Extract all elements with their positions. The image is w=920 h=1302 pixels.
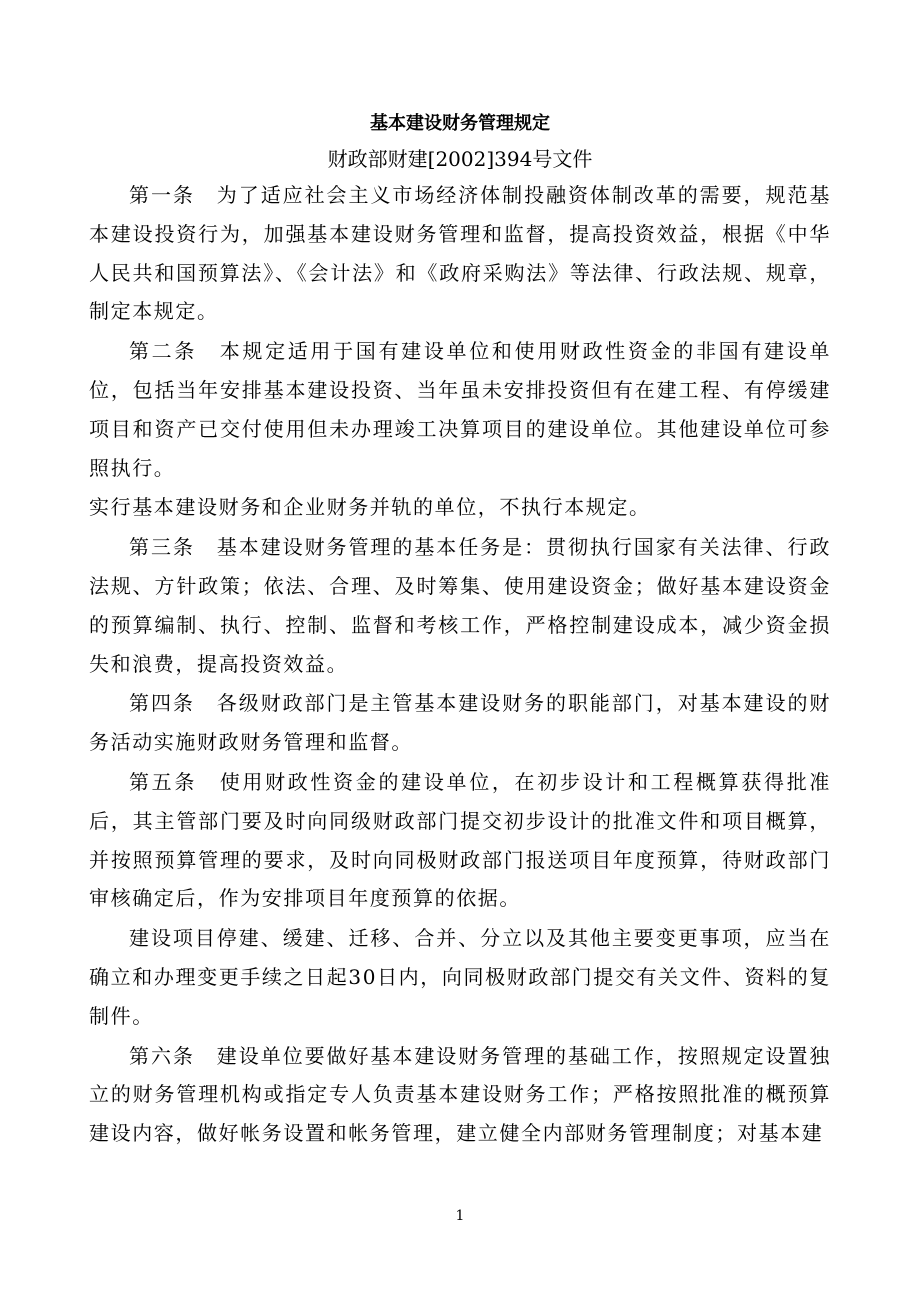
- document-subtitle: 财政部财建[2002]394号文件: [327, 147, 593, 171]
- document-title: 基本建设财务管理规定: [370, 113, 550, 134]
- page-number: 1: [455, 1208, 465, 1224]
- paragraph-article-1: 第一条 为了适应社会主义市场经济体制投融资体制改革的需要，规范基本建设投资行为，加强基本建设财务管理和监督，提高投资效益，根据《中华人民共和国预算法》、《会计法》和《政府采购法》等法律、行政法规、规章，制定本规定。: [89, 183, 831, 324]
- document-body: [89, 176, 831, 1153]
- paragraph-article-2: 第二条 本规定适用于国有建设单位和使用财政性资金的非国有建设单位，包括当年安排基本建设投资、当年虽未安排投资但有在建工程、有停缓建项目和资产已交付使用但未办理竣工决算项目的建设单位。其他建设单位可参照执行。: [89, 339, 831, 480]
- paragraph-article-3: 第三条 基本建设财务管理的基本任务是：贯彻执行国家有关法律、行政法规、方针政策；依法、合理、及时筹集、使用建设资金；做好基本建设资金的预算编制、执行、控制、监督和考核工作，严格控制建设成本，减少资金损失和浪费，提高投资效益。: [89, 535, 831, 676]
- paragraph-article-5: 第五条 使用财政性资金的建设单位，在初步设计和工程概算获得批准后，其主管部门要及时向同级财政部门提交初步设计的批准文件和项目概算，并按照预算管理的要求，及时向同极财政部门报送项目年度预算，待财政部门审核确定后，作为安排项目年度预算的依据。: [89, 769, 831, 911]
- paragraph-article-6: 第六条 建设单位要做好基本建设财务管理的基础工作，按照规定设置独立的财务管理机构或指定专人负责基本建设财务工作；严格按照批准的概预算建设内容，做好帐务设置和帐务管理，建立健全内部财务管理制度；对基本建: [89, 1043, 831, 1146]
- paragraph-article-2-note: 实行基本建设财务和企业财务并轨的单位，不执行本规定。: [89, 495, 651, 520]
- paragraph-article-4: 第四条 各级财政部门是主管基本建设财务的职能部门，对基本建设的财务活动实施财政财务管理和监督。: [89, 691, 831, 755]
- paragraph-article-5-continued: 建设项目停建、缓建、迁移、合并、分立以及其他主要变更事项，应当在确立和办理变更手续之日起30日内，向同极财政部门提交有关文件、资料的复制件。: [89, 926, 831, 1028]
